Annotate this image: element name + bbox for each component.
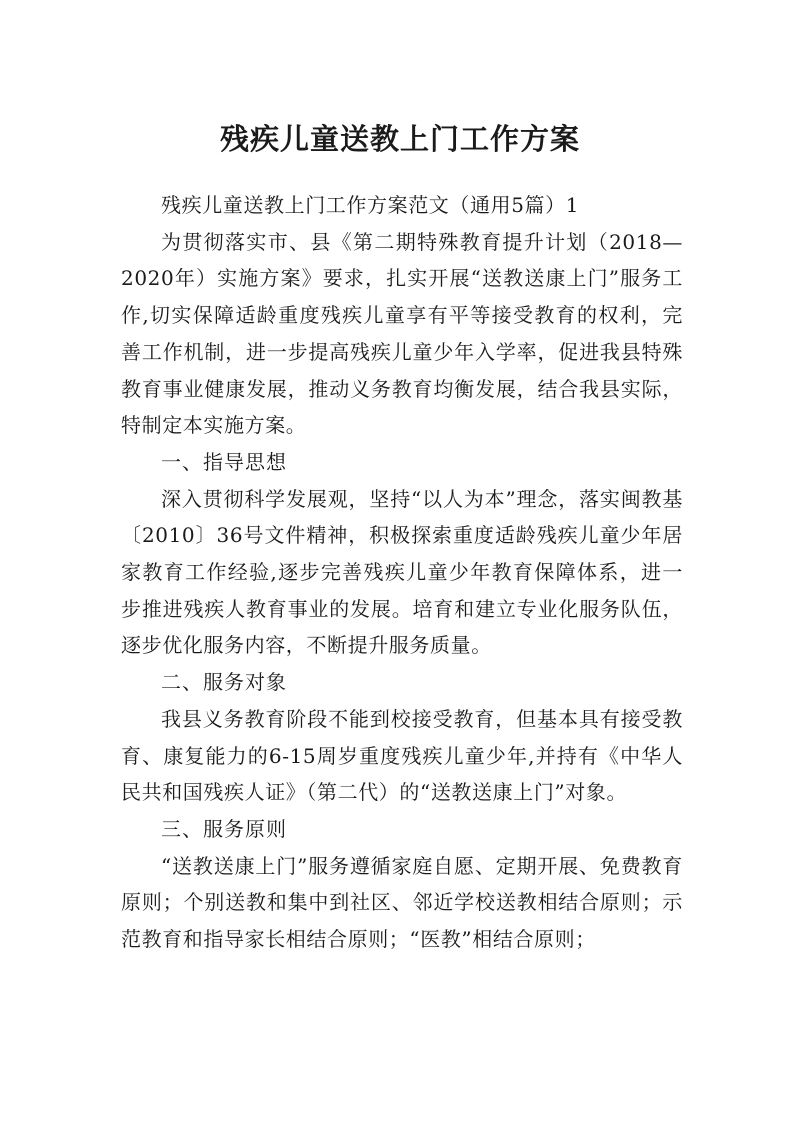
service-principles-paragraph: “送教送康上门”服务遵循家庭自愿、定期开展、免费教育原则；个别送教和集中到社区、邻近学校送教相结合原则；示范教育和指导家长相结合原则；“医教”相结合原则；	[121, 853, 683, 952]
section-heading-service-principles: 三、服务原则	[161, 816, 287, 841]
guiding-thought-paragraph: 深入贯彻科学发展观，坚持“以人为本”理念，落实闽教基〔2010〕36号文件精神，积极探索重度适龄残疾儿童少年居家教育工作经验,逐步完善残疾儿童少年教育保障体系，进一步推进残疾人教育事业的发展。培育和建立专业化服务队伍，逐步优化服务内容，不断提升服务质量。	[121, 486, 683, 658]
subtitle-paragraph: 残疾儿童送教上门工作方案范文（通用5篇）1	[161, 193, 580, 217]
service-target-paragraph: 我县义务教育阶段不能到校接受教育，但基本具有接受教育、康复能力的6-15周岁重度残疾儿童少年,并持有《中华人民共和国残疾人证》（第二代）的“送教送康上门”对象。	[121, 706, 683, 805]
section-heading-service-target: 二、服务对象	[161, 670, 287, 695]
section-heading-guiding-thought: 一、指导思想	[161, 449, 287, 474]
intro-paragraph: 为贯彻落实市、县《第二期特殊教育提升计划（2018—2020年）实施方案》要求，扎实开展“送教送康上门”服务工作,切实保障适龄重度残疾儿童享有平等接受教育的权利，完善工作机制，进一步提高残疾儿童少年入学率，促进我县特殊教育事业健康发展，推动义务教育均衡发展，结合我县实际，特制定本实施方案。	[121, 229, 683, 438]
document-title: 残疾儿童送教上门工作方案	[219, 122, 580, 157]
document-body	[121, 187, 683, 958]
